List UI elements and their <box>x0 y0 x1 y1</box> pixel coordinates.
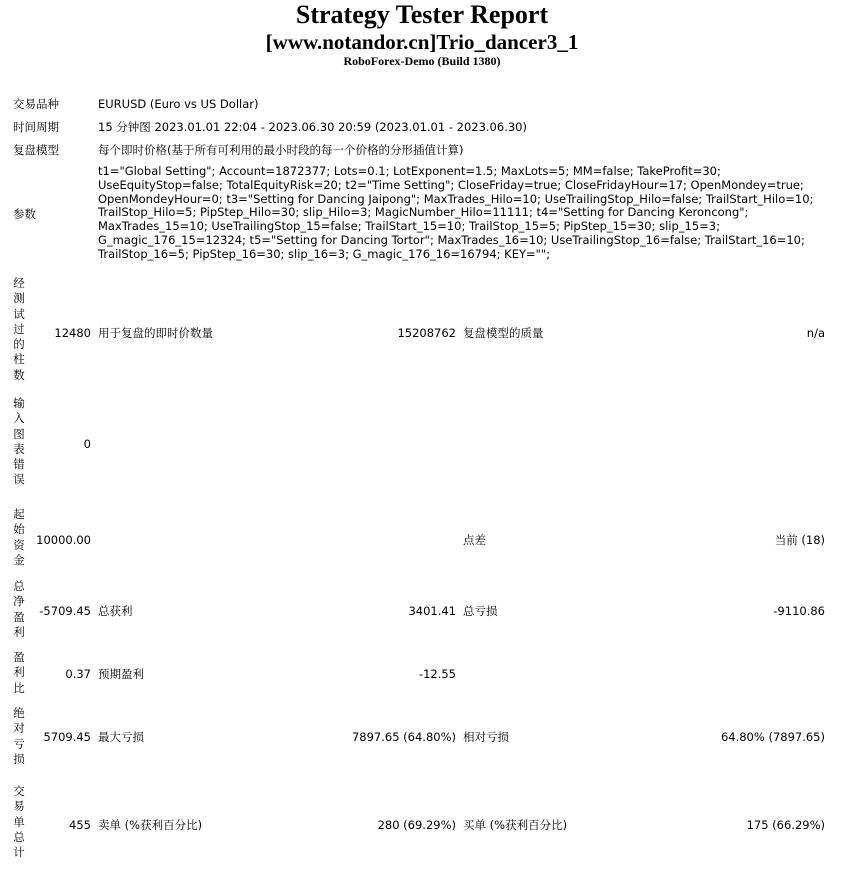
spread-label: 点差 <box>463 533 486 547</box>
quality-label: 复盘模型的质量 <box>463 326 544 340</box>
profit-factor-value: 0.37 <box>65 667 91 681</box>
period-value: 15 分钟图 2023.01.01 22:04 - 2023.06.30 20:59 (2023.01.01 - 2023.06.30) <box>98 120 527 134</box>
errors-label: 输入图表错误 <box>13 396 25 487</box>
bars-label: 经测试过的柱数 <box>13 276 25 382</box>
long-positions-label: 买单 (%获利百分比) <box>463 818 568 832</box>
spread-value: 当前 (18) <box>774 533 825 547</box>
symbol-value: EURUSD (Euro vs US Dollar) <box>98 97 259 111</box>
relative-drawdown-value: 64.80% (7897.65) <box>720 730 825 744</box>
symbol-label: 交易品种 <box>13 97 59 111</box>
absolute-drawdown-value: 5709.45 <box>43 730 91 744</box>
short-positions-label: 卖单 (%获利百分比) <box>98 818 203 832</box>
total-trades-value: 455 <box>69 818 91 832</box>
bars-value: 12480 <box>54 326 91 340</box>
net-profit-label: 总净盈利 <box>13 579 25 639</box>
gross-profit-value: 3401.41 <box>408 604 456 618</box>
params-label: 参数 <box>13 207 36 221</box>
model-label: 复盘模型 <box>13 143 59 157</box>
expert-name: [www.notandor.cn]Trio_dancer3_1 <box>265 30 579 54</box>
quality-value: n/a <box>806 326 825 340</box>
gross-loss-label: 总亏损 <box>463 604 498 618</box>
report-title: Strategy Tester Report <box>295 0 549 29</box>
long-positions-value: 175 (66.29%) <box>746 818 825 832</box>
net-profit-value: -5709.45 <box>39 604 91 618</box>
max-drawdown-value: 7897.65 (64.80%) <box>351 730 456 744</box>
absolute-drawdown-label: 绝对亏损 <box>13 706 25 766</box>
expected-payoff-value: -12.55 <box>418 667 456 681</box>
ticks-label: 用于复盘的即时价数量 <box>98 326 213 340</box>
params-value: t1="Global Setting"; Account=1872377; Lots=0.1; LotExponent=1.5; MaxLots=5; MM=false; TakeProfit=30; UseEquityStop=false; TotalEquityRisk=20; t2="Time Setting"; CloseFriday=true; CloseFridayHour=17; OpenMondey=true; OpenMondeyHour=0; t3="Setting for Dancing Jaipong"; MaxTrades_Hilo=10; UseTrailingStop_Hilo=false; TrailStart_Hilo=10; TrailStop_Hilo=5; PipStep_Hilo=30; slip_Hilo=3; MagicNumber_Hilo=11111; t4="Setting for Dancing Keroncong"; MaxTrades_15=10; UseTrailingStop_15=false; TrailStart_15=10; TrailStop_15=5; PipStep_15=30; slip_15=3; G_magic_176_15=12324; t5="Setting for Dancing Tortor"; MaxTrades_16=10; UseTrailingStop_16=false; TrailStart_16=10; TrailStop_16=5; PipStep_16=30; slip_16=3; G_magic_176_16=16794; KEY=""; <box>98 164 814 261</box>
deposit-label: 起始资金 <box>13 507 25 567</box>
expected-payoff-label: 预期盈利 <box>98 667 144 681</box>
deposit-value: 10000.00 <box>36 533 91 547</box>
max-drawdown-label: 最大亏损 <box>98 730 144 744</box>
ticks-value: 15208762 <box>397 326 456 340</box>
server-name: RoboForex-Demo (Build 1380) <box>343 54 501 68</box>
model-value: 每个即时价格(基于所有可利用的最小时段的每一个价格的分形插值计算) <box>98 143 464 157</box>
gross-loss-value: -9110.86 <box>773 604 825 618</box>
gross-profit-label: 总获利 <box>98 604 133 618</box>
errors-value: 0 <box>83 437 91 451</box>
profit-factor-label: 盈利比 <box>13 650 25 695</box>
short-positions-value: 280 (69.29%) <box>377 818 456 832</box>
total-trades-label: 交易单总计 <box>13 784 25 860</box>
relative-drawdown-label: 相对亏损 <box>463 730 509 744</box>
period-label: 时间周期 <box>13 120 59 134</box>
